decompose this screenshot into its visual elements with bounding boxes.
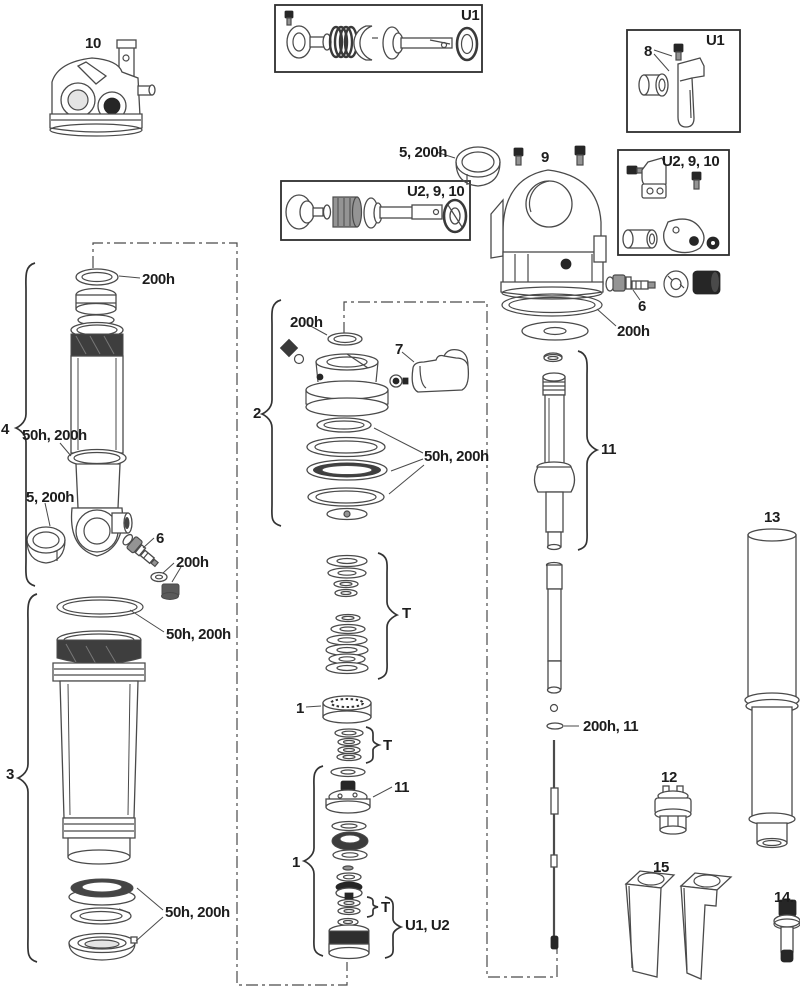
callout-part-11-piston: 11: [394, 779, 410, 796]
air-can-seal-stack-left: [69, 879, 137, 960]
callout-shims-T-main: T: [402, 605, 411, 622]
callout-part-12: 12: [661, 769, 677, 786]
callout-part-7: 7: [395, 341, 403, 358]
callout-kit-u1-top: U1: [461, 7, 480, 24]
callout-shims-T-mid: T: [383, 737, 392, 754]
air-can-seal-stack-right: [502, 294, 602, 361]
callout-group-11-tube: 11: [601, 441, 617, 458]
callout-part-6-right: 6: [638, 298, 646, 315]
bushing-5-200h-left-drawing: [27, 527, 65, 563]
callout-part-8: 8: [644, 43, 652, 60]
callout-kit-u1-u2: U1, U2: [405, 917, 450, 934]
group-2-seal-head-drawing: [281, 333, 469, 520]
callout-group-3: 3: [6, 766, 14, 783]
part-10-shock-body-drawing: [50, 40, 155, 136]
callout-group-1: 1: [292, 854, 300, 871]
callout-cap-200h-left: 200h: [176, 554, 209, 571]
group-1-bottom-stack-drawing: [329, 822, 369, 959]
callout-part-1-top: 1: [296, 700, 304, 717]
callout-bushing-top: 5, 200h: [399, 144, 448, 161]
brace-T-main: [378, 553, 397, 679]
callout-ring-200h-11: 200h, 11: [583, 718, 639, 735]
callout-bushing-left: 5, 200h: [26, 489, 75, 506]
piston-1-top-drawing: [323, 696, 371, 723]
callout-part-10: 10: [85, 35, 101, 52]
mounting-bolts-9: [514, 146, 585, 165]
valve-cap-drawing: [693, 271, 720, 294]
callout-ring-200h-center: 200h: [290, 314, 323, 331]
callout-kit-u2-9-10-left: U2, 9, 10: [407, 183, 465, 200]
callout-kit-u2-9-10-right: U2, 9, 10: [662, 153, 720, 170]
callout-wear-50h-200h-b: 50h, 200h: [166, 626, 231, 643]
group-4-damper-drawing: [68, 269, 132, 556]
callout-part-14: 14.: [774, 889, 794, 906]
part-13-shaft-drawing: [745, 529, 799, 848]
brace-group-2: [262, 300, 281, 526]
part-14-bolt-drawing: [774, 900, 800, 962]
callout-part-6-left: 6: [156, 530, 164, 547]
star-washer-drawing: [664, 271, 688, 297]
brace-group-1: [304, 766, 323, 956]
callout-oring-200h-left: 200h: [142, 271, 175, 288]
callout-group-4: 4: [1, 421, 9, 438]
damper-shaft-drawing: [547, 563, 564, 730]
brace-group-3: [18, 594, 37, 962]
part-9-shock-body-drawing: [491, 170, 606, 299]
callout-wear-50h-200h-c: 50h, 200h: [165, 904, 230, 921]
callout-part-15: 15: [653, 859, 669, 876]
bushing-5-200h-top-drawing: [456, 147, 500, 186]
shim-stack-T-main-drawing: [326, 556, 368, 674]
callout-shims-T-bottom: T: [381, 899, 390, 916]
callout-group-2: 2: [253, 405, 261, 422]
callout-seal-200h-right: 200h: [617, 323, 650, 340]
part-12-tool-drawing: [655, 786, 691, 834]
kit-box-u1-top: [275, 5, 482, 72]
callout-kit-u1-right: U1: [706, 32, 725, 49]
callout-part-9: 9: [541, 149, 549, 166]
air-valve-6-right-drawing: [606, 275, 655, 291]
brace-T-mid: [366, 727, 379, 763]
brace-tube-11: [578, 351, 597, 550]
shim-stack-T-mid-drawing: [335, 729, 363, 761]
group-3-air-can-drawing: [53, 597, 145, 864]
callout-wear-50h-200h-a: 50h, 200h: [22, 427, 87, 444]
part-15-clamp-blocks-drawing: [626, 871, 731, 979]
callout-wear-50h-200h-d: 50h, 200h: [424, 448, 489, 465]
brace-T-bottom: [367, 897, 378, 917]
tube-11-drawing: [535, 355, 575, 550]
callout-part-13: 13: [764, 509, 780, 526]
rebound-rod-drawing: [551, 740, 558, 949]
piston-11-drawing: [326, 768, 370, 814]
